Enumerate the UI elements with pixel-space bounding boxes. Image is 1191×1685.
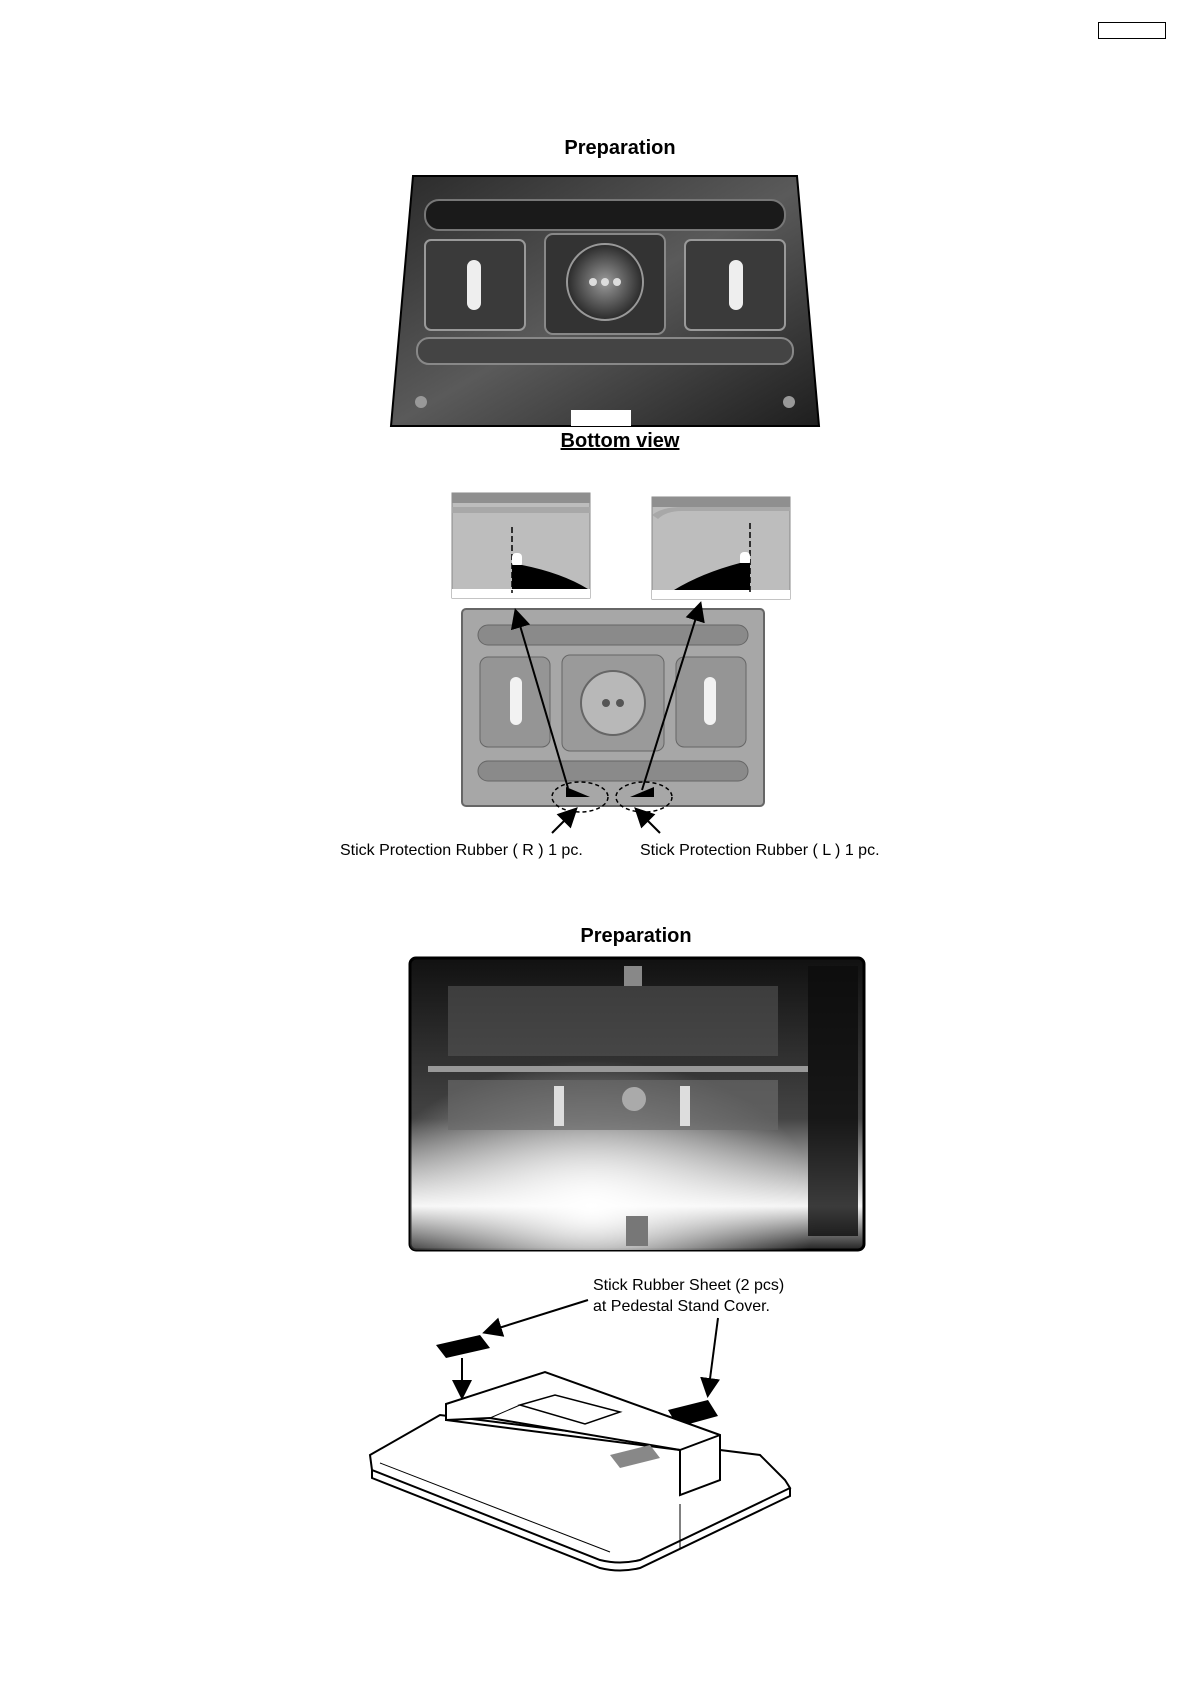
bottom-view-subheading: Bottom view (560, 430, 680, 452)
rubber-sheet-left (436, 1335, 490, 1358)
sheet-note-line2: at Pedestal Stand Cover. (593, 1298, 770, 1315)
section2-heading: Preparation (580, 925, 692, 947)
label-left-rubber: Stick Protection Rubber ( L ) 1 pc. (640, 842, 880, 859)
section1-heading: Preparation (564, 137, 676, 159)
label-right-rubber: Stick Protection Rubber ( R ) 1 pc. (340, 842, 583, 859)
sheet-note-line1: Stick Rubber Sheet (2 pcs) (593, 1277, 785, 1294)
